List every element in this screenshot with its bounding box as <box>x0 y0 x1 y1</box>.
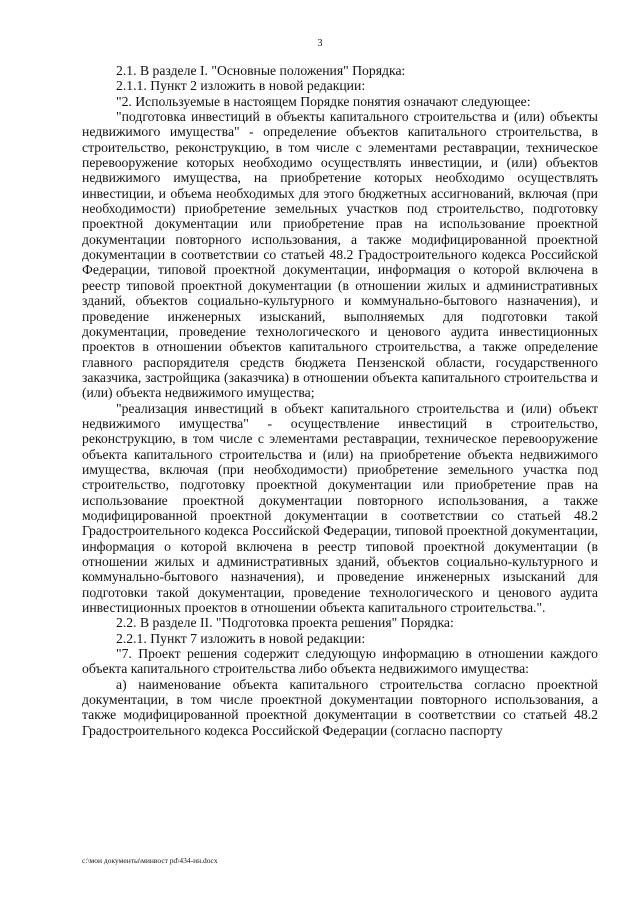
paragraph-definition-implementation: "реализация инвестиций в объект капитального строительства и (или) объект недвижимого имущества" - осуществление инвестиций в строительство, реконструкцию, в том числе с элементами реставрации, техническое перевооружение объекта капитального строительства и (или) на приобретение объекта недвижимого имущества, включая (при необходимости) приобретение земельного участка под строительство, подготовку проектной документации или приобретение прав на использование проектной документации повторного использования, а также модифицированной проектной документации в соответствии со статьей 48.2 Градостроительного кодекса Российской Федерации, типовой проектной документации, информация о которой включена в реестр типовой проектной документации (в отношении жилых и административных зданий, объектов социально-культурного и коммунально-бытового назначения), и проведение инженерных изысканий для подготовки такой документации, проведение технологического и ценового аудита инвестиционных проектов в отношении объекта капитального строительства.". <box>82 400 598 616</box>
paragraph-section-2-2-1: 2.2.1. Пункт 7 изложить в новой редакции: <box>116 630 366 646</box>
page-number: 3 <box>317 38 323 49</box>
footer-file-path: c:\мои документы\минвост pd\434-ин.docx <box>82 856 218 865</box>
paragraph-clause-7-a: а) наименование объекта капитального строительства согласно проектной документации, в том числе проектной документации повторного использования, а также модифицированной проектной документации в соответствии со статьей 48.2 Градостроительного кодекса Российской Федерации (согласно паспорту <box>82 676 598 738</box>
paragraph-section-2-1-1: 2.1.1. Пункт 2 изложить в новой редакции: <box>116 78 366 94</box>
document-body <box>82 63 598 738</box>
paragraph-clause-7: "7. Проект решения содержит следующую информацию в отношении каждого объекта капитального строительства либо объекта недвижимого имущества: <box>82 646 598 677</box>
paragraph-clause-2-intro: "2. Используемые в настоящем Порядке понятия означают следующее: <box>116 93 531 109</box>
paragraph-definition-preparation: "подготовка инвестиций в объекты капитального строительства и (или) объекты недвижимого имущества" - определение объектов капитального строительства, в строительство, реконструкцию, в том числе с элементами реставрации, техническое перевооружение которых необходимо осуществлять инвестиции, и (или) объектов недвижимого имущества, на приобретение которых необходимо осуществлять инвестиции, и объема необходимых для этого бюджетных ассигнований, включая (при необходимости) приобретение земельных участков под строительство, подготовку проектной документации или приобретение прав на использование проектной документации повторного использования, а также модифицированной проектной документации в соответствии со статьей 48.2 Градостроительного кодекса Российской Федерации, типовой проектной документации, информация о которой включена в реестр типовой проектной документации (в отношении жилых и административных зданий, объектов социально-культурного и коммунально-бытового назначения), и проведение инженерных изысканий, выполняемых для подготовки такой документации, проведение технологического и ценового аудита инвестиционных проектов в отношении объектов капитального строительства, а также определение главного распорядителя средств бюджета Пензенской области, государственного заказчика, застройщика (заказчика) в отношении объекта капитального строительства и (или) объекта недвижимого имущества; <box>82 109 598 401</box>
paragraph-section-2-2: 2.2. В разделе II. "Подготовка проекта решения" Порядка: <box>116 615 454 631</box>
paragraph-section-2-1: 2.1. В разделе I. "Основные положения" Порядка: <box>116 63 406 78</box>
